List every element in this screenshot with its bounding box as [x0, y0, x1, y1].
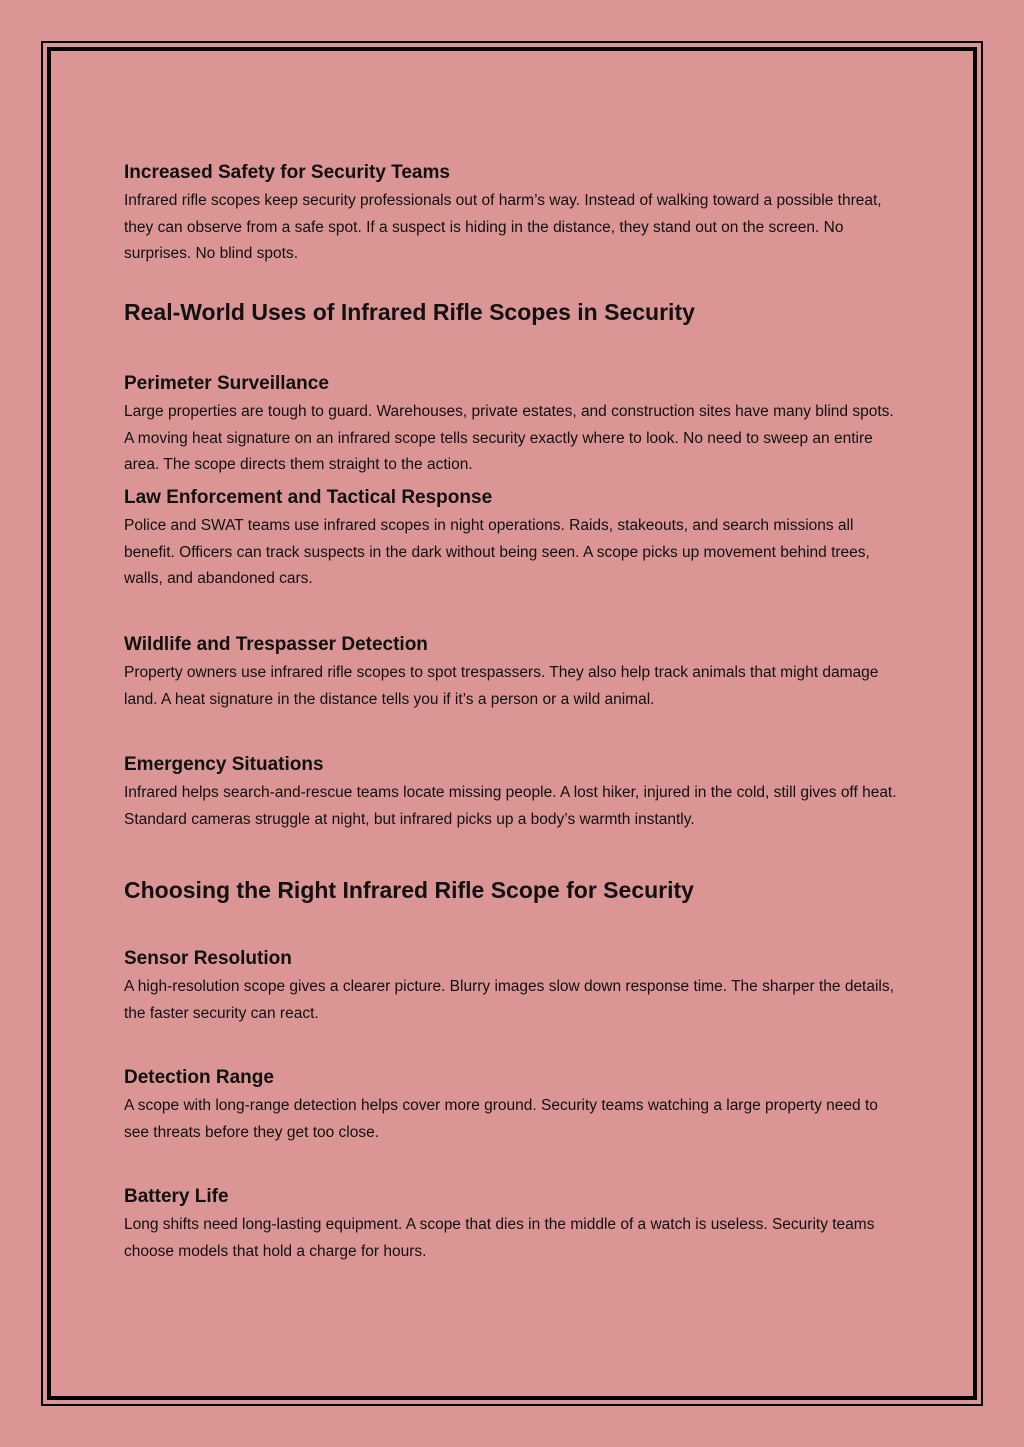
emergency-section — [124, 752, 904, 833]
safety-paragraph: Infrared rifle scopes keep security professionals out of harm’s way. Instead of walking toward a possible threat, they can observe from a safe spot. If a suspect is hiding in the distance, they stand out on the screen. No surprises. No blind spots. — [124, 192, 882, 262]
range-heading: Detection Range — [124, 1067, 274, 1088]
perimeter-paragraph: Large properties are tough to guard. Warehouses, private estates, and construction sites have many blind spots. A moving heat signature on an infrared scope tells security exactly where to look. No need to sweep an entire area. The scope directs them straight to the action. — [124, 403, 894, 473]
wildlife-heading: Wildlife and Trespasser Detection — [124, 634, 428, 655]
emergency-heading: Emergency Situations — [124, 754, 324, 775]
wildlife-section — [124, 632, 904, 713]
sensor-heading: Sensor Resolution — [124, 948, 292, 969]
sensor-paragraph: A high-resolution scope gives a clearer picture. Blurry images slow down response time. The sharper the details, the faster security can react. — [124, 978, 894, 1022]
battery-section — [124, 1184, 904, 1265]
safety-heading: Increased Safety for Security Teams — [124, 162, 450, 183]
safety-section — [124, 160, 904, 268]
range-paragraph: A scope with long-range detection helps cover more ground. Security teams watching a large property need to see threats before they get too close. — [124, 1097, 878, 1141]
emergency-paragraph: Infrared helps search-and-rescue teams locate missing people. A lost hiker, injured in the cold, still gives off heat. Standard cameras struggle at night, but infrared picks up a body’s warmth instantly. — [124, 784, 897, 828]
law-paragraph: Police and SWAT teams use infrared scopes in night operations. Raids, stakeouts, and search missions all benefit. Officers can track suspects in the dark without being seen. A scope picks up movement behind trees, walls, and abandoned cars. — [124, 517, 870, 587]
law-section — [124, 485, 904, 593]
real-world-section-title — [124, 297, 904, 327]
choosing-section-title — [124, 875, 904, 905]
range-section — [124, 1065, 904, 1146]
law-heading: Law Enforcement and Tactical Response — [124, 487, 493, 508]
perimeter-section — [124, 371, 904, 479]
wildlife-paragraph: Property owners use infrared rifle scopes to spot trespassers. They also help track animals that might damage land. A heat signature in the distance tells you if it’s a person or a wild animal. — [124, 664, 879, 708]
choosing-heading: Choosing the Right Infrared Rifle Scope for Security — [124, 877, 694, 903]
battery-heading: Battery Life — [124, 1186, 229, 1207]
battery-paragraph: Long shifts need long-lasting equipment. A scope that dies in the middle of a watch is useless. Security teams choose models that hold a charge for hours. — [124, 1216, 875, 1260]
perimeter-heading: Perimeter Surveillance — [124, 373, 329, 394]
real-world-heading: Real-World Uses of Infrared Rifle Scopes in Security — [124, 299, 695, 325]
sensor-section — [124, 946, 904, 1027]
